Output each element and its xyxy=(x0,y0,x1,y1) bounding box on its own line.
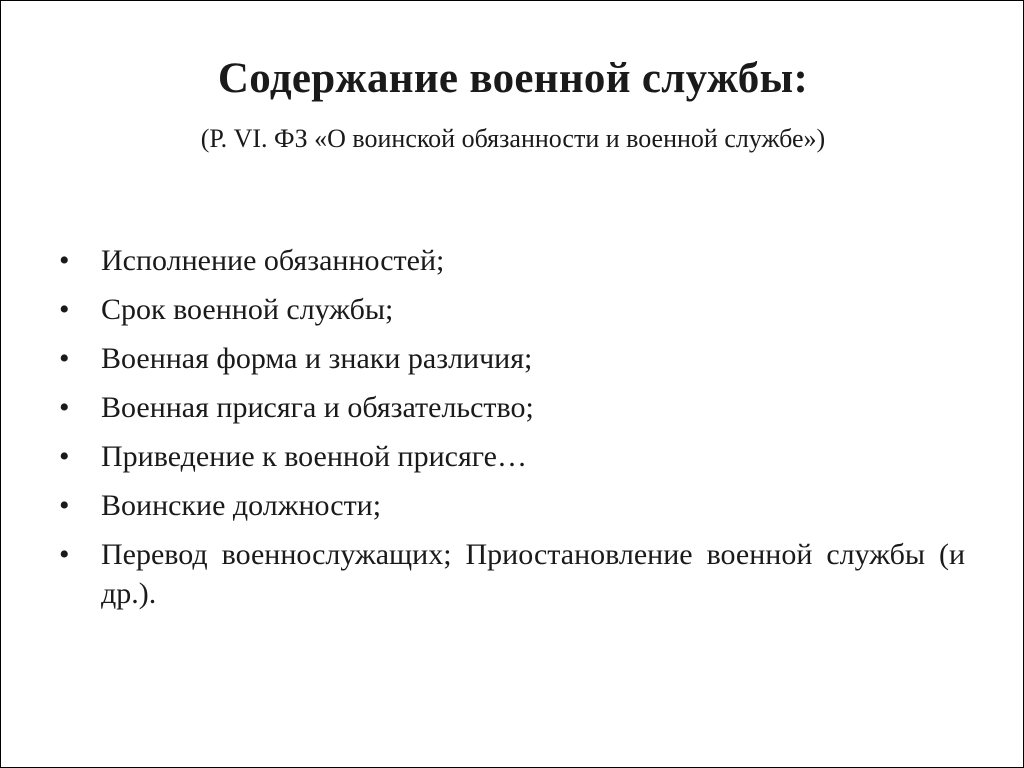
list-item xyxy=(59,339,965,378)
list-item-text: Военная форма и знаки различия; xyxy=(101,342,533,375)
slide-subtitle: (Р. VI. ФЗ «О воинской обязанности и военной службе») xyxy=(200,124,826,153)
bullet-icon: • xyxy=(59,244,70,277)
bullet-icon: • xyxy=(59,489,70,522)
list-item xyxy=(59,437,965,476)
list-item-text: Военная присяга и обязательство; xyxy=(101,391,534,424)
bullet-list xyxy=(59,241,965,623)
list-item-text: Исполнение обязанностей; xyxy=(101,244,445,277)
list-item xyxy=(59,535,965,613)
bullet-icon: • xyxy=(59,342,70,375)
list-item xyxy=(59,290,965,329)
list-item-text: Воинские должности; xyxy=(101,489,382,522)
list-item xyxy=(59,486,965,525)
slide-title: Содержание военной службы: xyxy=(217,55,809,102)
list-item xyxy=(59,388,965,427)
list-item-text: Перевод военнослужащих; Приостановление военной службы (и др.). xyxy=(101,538,965,610)
list-item xyxy=(59,241,965,280)
bullet-icon: • xyxy=(59,538,70,571)
list-item-text: Приведение к военной присяге… xyxy=(101,440,527,473)
bullet-icon: • xyxy=(59,391,70,424)
list-item-text: Срок военной службы; xyxy=(101,293,394,326)
bullet-icon: • xyxy=(59,440,70,473)
bullet-icon: • xyxy=(59,293,70,326)
